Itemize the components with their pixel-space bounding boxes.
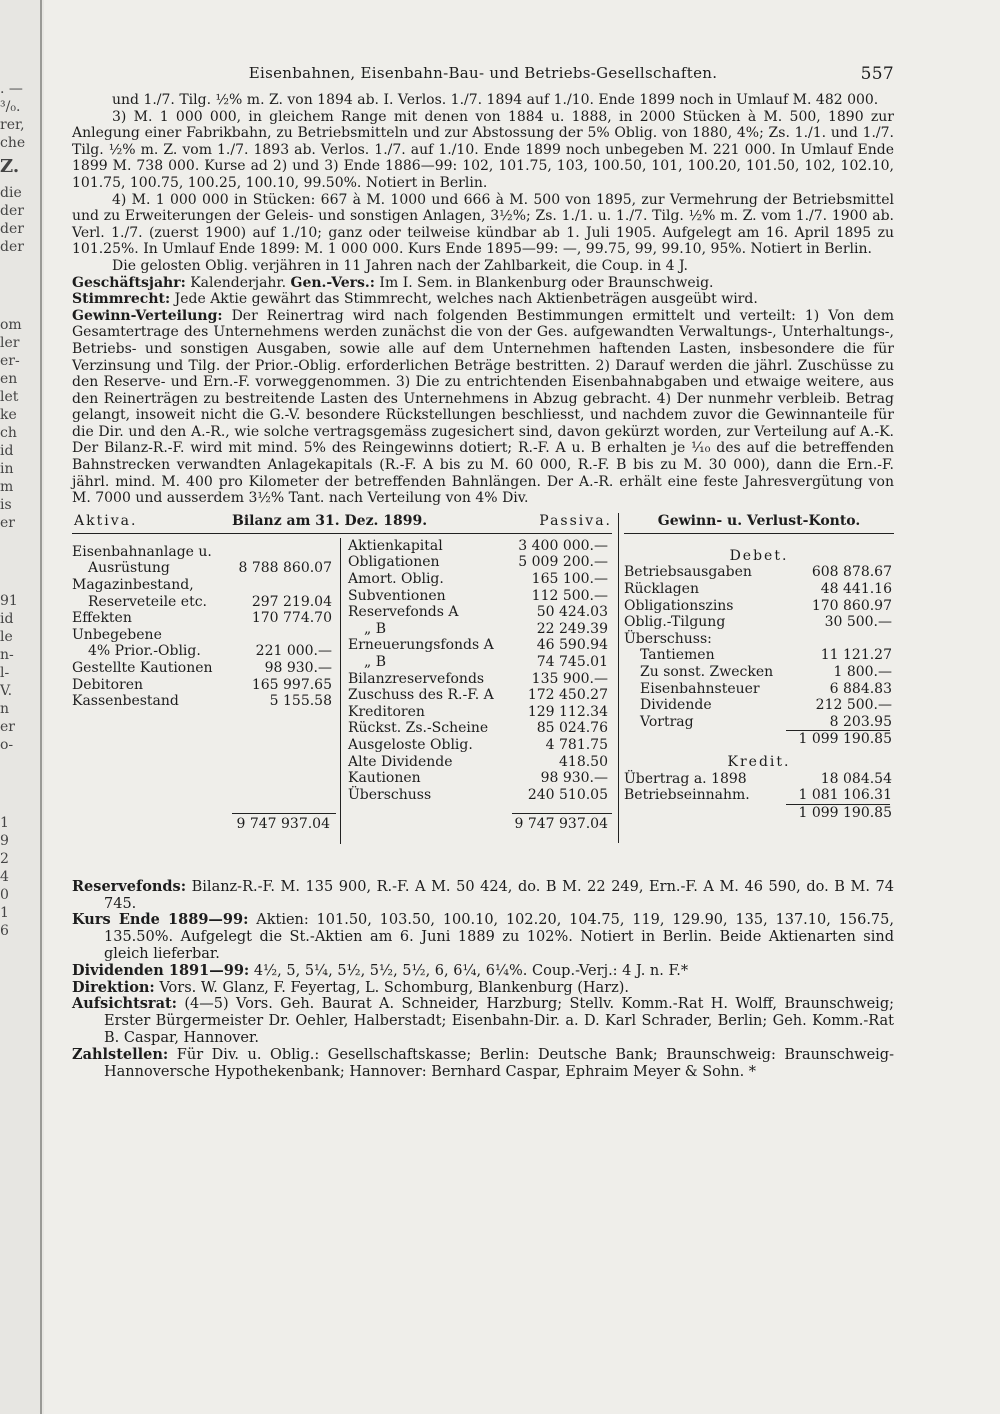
- passiva-row-amount: 172 450.27: [527, 687, 608, 704]
- header-title: Eisenbahnen, Eisenbahn-Bau- und Betriebs-Gesellschaften.: [248, 64, 718, 82]
- passiva-row-label: Reservefonds A: [348, 604, 459, 621]
- margin-fragment: ler: [0, 335, 20, 351]
- aktiva-row: [72, 560, 334, 577]
- debet-label: Debet.: [729, 547, 789, 564]
- geschaeftsjahr-text: Kalenderjahr.: [185, 274, 291, 291]
- passiva-label: Passiva.: [539, 512, 612, 529]
- margin-fragment: er: [0, 719, 15, 735]
- margin-fragment: n: [0, 701, 10, 717]
- debet-total-row: [624, 731, 894, 748]
- direktion-text: Vors. W. Glanz, F. Feyertag, L. Schomburg, Blankenburg (Harz).: [154, 979, 630, 996]
- aktiva-row-label: Magazinbestand,: [72, 577, 194, 594]
- aktiva-row-amount: 8 788 860.07: [238, 560, 332, 577]
- document-page: [72, 64, 894, 1080]
- margin-fragment: ch: [0, 425, 17, 441]
- margin-fragment: der: [0, 239, 24, 255]
- passiva-row: [348, 770, 610, 787]
- passiva-row: [348, 588, 610, 605]
- direktion-section: [72, 980, 894, 997]
- debet-row-amount: 170 860.97: [811, 597, 892, 614]
- aktiva-row: [72, 594, 334, 611]
- debet-row-label: Obligationszins: [624, 597, 734, 614]
- page-fold-line: [40, 0, 42, 1414]
- kredit-label: Kredit.: [727, 753, 791, 770]
- margin-fragment: 0: [0, 887, 9, 903]
- passiva-row-label: Kautionen: [348, 770, 421, 787]
- margin-fragment: id: [0, 443, 14, 459]
- debet-row-label: Oblig.-Tilgung: [624, 614, 726, 631]
- debet-row: [624, 714, 894, 731]
- margin-fragment: l-: [0, 665, 10, 681]
- kurs-section: [72, 912, 894, 962]
- margin-fragment: ³/₀.: [0, 99, 21, 115]
- margin-fragment: en: [0, 371, 18, 387]
- bond-paragraph-3: 3) M. 1 000 000, in gleichem Range mit denen von 1884 u. 1888, in 2000 Stücken à M. 500, 1890 zur Anlegung einer Fabrikbahn, zu Betriebsmitteln und zur Abstossung der 5% Oblig. von 1880, 4%; Zs. 1./1. und 1./7. Tilg. ½% m. Z. vom 1./7. 1893 ab. Verlos. 1./7. auf 1./10. Ende 1899 noch unbegeben M. 221 000. In Umlauf Ende 1899 M. 738 000. Kurse ad 2) und 3) Ende 1886—99: 102, 101.75, 103, 100.50, 101, 100.20, 101.50, 102, 102.10, 101.75, 100.75, 100.25, 100.10, 99.50%. Notiert in Berlin.: [72, 108, 894, 191]
- passiva-row-amount: 5 009 200.—: [518, 554, 608, 571]
- passiva-row-amount: 3 400 000.—: [518, 537, 608, 554]
- profit-loss-title: Gewinn- u. Verlust-Konto.: [624, 513, 894, 534]
- passiva-row-amount: 85 024.76: [536, 720, 608, 737]
- passiva-row-amount: 46 590.94: [536, 637, 608, 654]
- aktiva-row: [72, 610, 334, 627]
- dividenden-label: Dividenden 1891—99:: [72, 961, 250, 979]
- aktiva-row: [72, 677, 334, 694]
- debet-row: [624, 614, 894, 631]
- passiva-row: [348, 571, 610, 588]
- margin-fragment: che: [0, 135, 26, 151]
- aktiva-row-amount: 165 997.65: [251, 676, 332, 693]
- passiva-row: [348, 538, 610, 555]
- margin-fragment: n-: [0, 647, 14, 663]
- aktiva-row: [72, 627, 334, 644]
- margin-fragment: let: [0, 389, 19, 405]
- passiva-row-label: Bilanzreservefonds: [348, 670, 485, 687]
- passiva-column: [348, 538, 610, 804]
- aktiva-row-label: 4% Prior.-Oblig.: [88, 643, 201, 660]
- passiva-row-amount: 418.50: [559, 753, 608, 770]
- aktiva-row-label: Unbegebene: [72, 626, 162, 643]
- passiva-row-label: Alte Dividende: [348, 753, 453, 770]
- kredit-row-label: Betriebseinnahm.: [624, 787, 750, 804]
- debet-row-label: Überschuss:: [624, 630, 712, 647]
- margin-fragment: er: [0, 515, 15, 531]
- passiva-row: [348, 671, 610, 688]
- debet-row-label: Rücklagen: [624, 581, 699, 598]
- passiva-row-amount: 112 500.—: [531, 587, 608, 604]
- aufsichtsrat-label: Aufsichtsrat:: [72, 995, 178, 1013]
- kredit-row-amount: 18 084.54: [820, 770, 892, 787]
- aktiva-label: Aktiva.: [74, 512, 138, 529]
- passiva-row: [348, 604, 610, 621]
- margin-fragment: 1: [0, 815, 9, 831]
- aktiva-row: [72, 660, 334, 677]
- margin-fragment: in: [0, 461, 14, 477]
- reservefonds-text: Bilanz-R.-F. M. 135 900, R.-F. A M. 50 424, do. B M. 22 249, Ern.-F. A M. 46 590, do. B M. 74 745.: [104, 878, 894, 912]
- kredit-row-amount: 1 081 106.31: [798, 787, 892, 804]
- passiva-row-label: Überschuss: [348, 786, 432, 803]
- gewinn-verteilung-label: Gewinn-Verteilung:: [72, 307, 223, 324]
- aktiva-row: [72, 693, 334, 710]
- running-header: [72, 64, 894, 92]
- debet-row-label: Zu sonst. Zwecken: [640, 664, 774, 680]
- debet-row: [624, 598, 894, 615]
- margin-fragment: id: [0, 611, 14, 627]
- balance-divider: [340, 538, 341, 844]
- margin-fragment: er-: [0, 353, 20, 369]
- debet-rows: [624, 564, 894, 730]
- debet-row-amount: 1 800.—: [833, 664, 892, 680]
- debet-row: [624, 647, 894, 664]
- debet-block: [624, 548, 894, 822]
- passiva-sum-line: [512, 813, 612, 814]
- margin-fragment: m: [0, 479, 14, 495]
- direktion-label: Direktion:: [72, 978, 155, 996]
- debet-row-amount: 212 500.—: [815, 697, 892, 714]
- margin-fragment: 6: [0, 923, 9, 939]
- previous-page-text-fragments: [0, 80, 38, 940]
- aktiva-column: [72, 544, 334, 710]
- margin-fragment: 4: [0, 869, 9, 885]
- passiva-row-amount: 129 112.34: [527, 703, 608, 720]
- debet-row-label: Vortrag: [640, 713, 694, 730]
- balance-sheet: [72, 513, 612, 844]
- kredit-rows: [624, 771, 894, 804]
- profit-loss-body: [624, 534, 894, 844]
- margin-fragment: ke: [0, 407, 17, 423]
- passiva-row: [348, 621, 610, 638]
- passiva-row-label: Subventionen: [348, 587, 446, 604]
- aufsichtsrat-text: (4—5) Vors. Geh. Baurat A. Schneider, Harzburg; Stellv. Komm.-Rat H. Wolff, Braunschweig; Erster Bürgermeister Dr. Oehler, Halberstadt; Eisenbahn-Dir. a. D. Karl Schrader, Berlin; Geh. Komm.-Rat B. Caspar, Hannover.: [104, 996, 894, 1047]
- kurs-label: Kurs Ende 1889—99:: [72, 911, 249, 929]
- page-number: 557: [860, 64, 894, 84]
- aktiva-row: [72, 643, 334, 660]
- aktiva-row-amount: 170 774.70: [251, 610, 332, 627]
- debet-row: [624, 681, 894, 698]
- zahlstellen-section: [72, 1047, 894, 1081]
- reservefonds-section: [72, 879, 894, 913]
- aktiva-row: [72, 577, 334, 594]
- gen-vers-text: Im I. Sem. in Blankenburg oder Braunschweig.: [374, 274, 714, 291]
- passiva-row-amount: 98 930.—: [540, 770, 608, 787]
- margin-fragment: der: [0, 221, 24, 237]
- margin-fragment: o-: [0, 737, 14, 753]
- bond-paragraph-2: und 1./7. Tilg. ½% m. Z. von 1894 ab. I. Verlos. 1./7. 1894 auf 1./10. Ende 1899 noch in Umlauf M. 482 000.: [112, 92, 879, 108]
- margin-fragment: 1: [0, 905, 9, 921]
- debet-row-amount: 30 500.—: [824, 614, 892, 631]
- debet-row: [624, 564, 894, 581]
- aktiva-row-amount: 221 000.—: [255, 643, 332, 660]
- passiva-row: [348, 787, 610, 804]
- geschaeftsjahr-label: Geschäftsjahr:: [72, 274, 186, 291]
- zahlstellen-label: Zahlstellen:: [72, 1045, 169, 1063]
- passiva-row-amount: 74 745.01: [536, 654, 608, 670]
- aktiva-row-label: Eisenbahnanlage u.: [72, 543, 212, 560]
- debet-row-label: Betriebsausgaben: [624, 564, 752, 581]
- dividenden-text: 4½, 5, 5¼, 5½, 5½, 5½, 6, 6¼, 6¼%. Coup.-Verj.: 4 J. n. F.*: [249, 962, 689, 979]
- debet-row-amount: 11 121.27: [820, 647, 892, 664]
- kredit-row: [624, 787, 894, 804]
- margin-fragment: rer,: [0, 117, 25, 133]
- aktiva-sum-line: [232, 813, 336, 814]
- zahlstellen-text: Für Div. u. Oblig.: Gesellschaftskasse; Berlin: Deutsche Bank; Braunschweig: Braunschweig-Hannoversche Hypothekenbank; Hannover: Bernhard Caspar, Ephraim Meyer & Sohn. *: [104, 1046, 894, 1080]
- passiva-row-label: Zuschuss des R.-F. A: [348, 687, 494, 704]
- aufsichtsrat-section: [72, 996, 894, 1046]
- stimmrecht-label: Stimmrecht:: [72, 291, 171, 308]
- tables-divider: [618, 513, 619, 843]
- profit-loss-account: [624, 513, 894, 844]
- debet-row-amount: 8 203.95: [829, 713, 892, 730]
- margin-fragment: die: [0, 185, 22, 201]
- passiva-row-label: Erneuerungsfonds A: [348, 637, 494, 654]
- balance-title: Bilanz am 31. Dez. 1899.: [232, 512, 428, 529]
- passiva-row-label: „ B: [364, 620, 386, 637]
- stimmrecht-section: [72, 291, 894, 308]
- balance-header: [72, 513, 612, 534]
- passiva-row-label: Kreditoren: [348, 703, 425, 720]
- limitation-paragraph: Die gelosten Oblig. verjähren in 11 Jahren nach der Zahlbarkeit, die Coup. in 4 J.: [112, 257, 688, 274]
- passiva-row-label: Rückst. Zs.-Scheine: [348, 720, 489, 737]
- margin-fragment: Z.: [0, 156, 20, 177]
- margin-fragment: 91: [0, 593, 18, 609]
- debet-row: [624, 664, 894, 681]
- kurs-text: Aktien: 101.50, 103.50, 100.10, 102.20, 104.75, 119, 129.90, 135, 137.10, 156.75, 135.50%. Aufgelegt die St.-Aktien am 6. Juni 1889 zu 102%. Notiert in Berlin. Beide Aktienarten sind gleich lieferbar.: [104, 912, 894, 963]
- passiva-row-label: Aktienkapital: [348, 537, 443, 554]
- margin-fragment: 9: [0, 833, 9, 849]
- passiva-row-label: Amort. Oblig.: [348, 571, 444, 588]
- margin-fragment: is: [0, 497, 12, 513]
- margin-fragment: der: [0, 203, 24, 219]
- margin-fragment: 2: [0, 851, 9, 867]
- passiva-row-amount: 165 100.—: [531, 571, 608, 588]
- gewinn-verteilung-text: Der Reinertrag wird nach folgenden Bestimmungen ermittelt und verteilt: 1) Von dem Gesamtertrage des Unternehmens werden zunächst die von der Ges. aufgewandten Verwaltungs-, Unterhaltungs-, Betriebs- und sonstigen Ausgaben, sowie alle auf dem Unternehmen haftenden Lasten, insbesondere die für Verzinsung und Tilg. der Prior.-Oblig. erforderlichen Beträge bestritten. 2) Darauf werden die jährl. Zuschüsse zu den Reserve- und Ern.-F. vorweggenommen. 3) Die zu entrichtenden Eisenbahnabgaben und etwaige weitere, aus den Reinerträgen zu bestreitende Lasten des Unternehmens in Abzug gebracht. 4) Der nunmehr verbleib. Betrag gelangt, insoweit nicht die G.-V. besondere Rückstellungen beschliesst, und nachdem zuvor die Gewinnanteile für die Dir. und den A.-R., wie solche vertragsgemäss zugesichert sind, davon gekürzt worden, zur Verteilung auf A.-K. Der Bilanz-R.-F. wird mit mind. 5% des Reingewinns dotiert; R.-F. A u. B erhalten je ¹⁄₁₀ des auf die betreffenden Bahnstrecken verwandten Anlagekapitals (R.-F. A bis zu M. 60 000, R.-F. B bis zu M. 30 000), dann die Ern.-F. jährl. mind. M. 400 pro Kilometer der betreffenden Bahnlängen. Der A.-R. erhält eine feste Jahresvergütung von M. 7000 und ausserdem 3½% Tant. nach Verteilung von 4% Div.: [72, 307, 894, 507]
- passiva-row-label: Ausgeloste Oblig.: [348, 736, 473, 753]
- passiva-row-label: Obligationen: [348, 554, 440, 571]
- passiva-row-amount: 4 781.75: [545, 736, 608, 753]
- gewinn-verteilung-section: [72, 308, 894, 507]
- debet-row-label: Eisenbahnsteuer: [640, 680, 760, 697]
- passiva-row-amount: 240 510.05: [527, 786, 608, 803]
- bond-paragraph-4: 4) M. 1 000 000 in Stücken: 667 à M. 1000 und 666 à M. 500 von 1895, zur Vermehrung der Betriebsmittel und zu Erweiterungen der Geleis- und sonstigen Anlagen, 3½%; Zs. 1./1. u. 1./7. Tilg. ½% m. Z. vom 1./7. 1900 ab. Verl. 1./7. (zuerst 1900) auf 1./10; ganz oder teilweise kündbar ab 1. Juli 1905. Aufgelegt am 16. April 1895 zu 101.25%. In Umlauf Ende 1899: M. 1 000 000. Kurs Ende 1895—99: —, 99.75, 99, 99.10, 95%. Notiert in Berlin.: [72, 191, 894, 258]
- debet-row-label: Tantiemen: [640, 647, 715, 664]
- geschaeftsjahr-section: [72, 275, 894, 292]
- aktiva-row-label: Reserveteile etc.: [88, 593, 207, 610]
- stimmrecht-text: Jede Aktie gewährt das Stimmrecht, welches nach Aktienbeträgen ausgeübt wird.: [170, 291, 758, 308]
- passiva-row-amount: 50 424.03: [536, 604, 608, 621]
- passiva-row-amount: 22 249.39: [536, 620, 608, 637]
- aktiva-row-label: Kassenbestand: [72, 693, 179, 710]
- margin-fragment: om: [0, 317, 22, 333]
- debet-row-label: Dividende: [640, 697, 712, 714]
- aktiva-row-label: Effekten: [72, 610, 132, 627]
- margin-fragment: V.: [0, 683, 13, 699]
- kredit-row: [624, 771, 894, 788]
- aktiva-row-label: Ausrüstung: [88, 560, 170, 577]
- passiva-row: [348, 720, 610, 737]
- balance-body: [72, 534, 612, 844]
- kredit-row-label: Übertrag a. 1898: [624, 770, 747, 787]
- company-details: [72, 879, 894, 1081]
- aktiva-row: [72, 544, 334, 561]
- passiva-total: 9 747 937.04: [514, 815, 608, 832]
- aktiva-row-label: Debitoren: [72, 676, 143, 693]
- passiva-row-label: „ B: [364, 654, 386, 670]
- debet-row: [624, 697, 894, 714]
- aktiva-row-amount: 297 219.04: [251, 593, 332, 610]
- debet-row-amount: 6 884.83: [829, 680, 892, 697]
- debet-row: [624, 631, 894, 648]
- financial-tables: [72, 513, 894, 873]
- aktiva-row-amount: 98 930.—: [264, 660, 332, 676]
- passiva-row: [348, 737, 610, 754]
- debet-row-amount: 48 441.16: [820, 581, 892, 598]
- passiva-row: [348, 554, 610, 571]
- passiva-row-amount: 135 900.—: [531, 670, 608, 687]
- debet-row-amount: 608 878.67: [811, 564, 892, 581]
- passiva-row: [348, 637, 610, 654]
- aktiva-row-amount: 5 155.58: [269, 693, 332, 710]
- kredit-total-row: [624, 805, 894, 822]
- kredit-total: 1 099 190.85: [798, 804, 892, 821]
- passiva-row: [348, 687, 610, 704]
- dividenden-section: [72, 963, 894, 980]
- gen-vers-label: Gen.-Vers.:: [290, 274, 375, 291]
- reservefonds-label: Reservefonds:: [72, 877, 187, 895]
- margin-fragment: le: [0, 629, 13, 645]
- debet-total: 1 099 190.85: [798, 731, 892, 748]
- aktiva-total: 9 747 937.04: [236, 815, 330, 832]
- aktiva-row-label: Gestellte Kautionen: [72, 660, 213, 676]
- debet-row: [624, 581, 894, 598]
- passiva-row: [348, 704, 610, 721]
- passiva-row: [348, 654, 610, 671]
- margin-fragment: . —: [0, 81, 23, 97]
- passiva-row: [348, 754, 610, 771]
